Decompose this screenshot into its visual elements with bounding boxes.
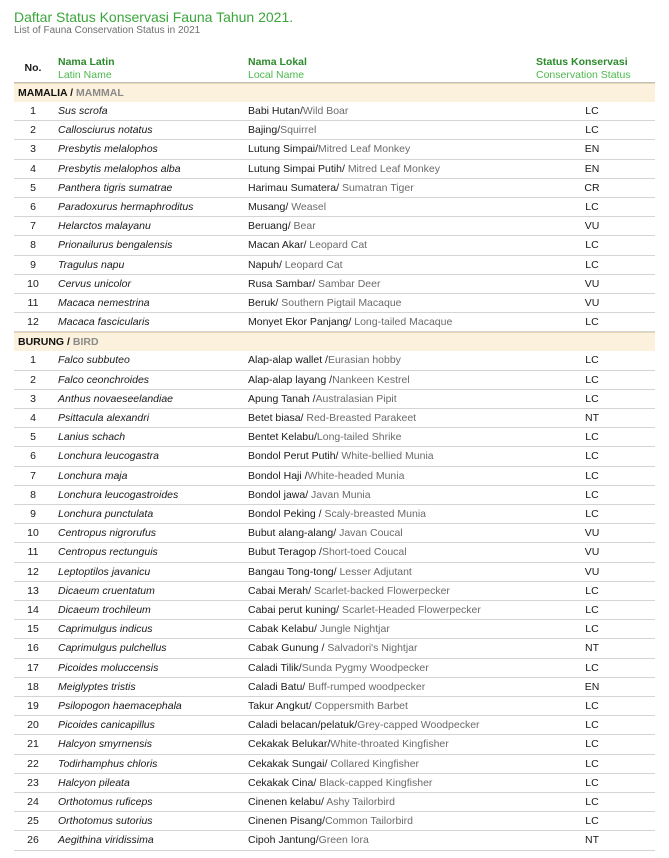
table-row (14, 102, 655, 121)
local-name (248, 256, 343, 274)
local-name (248, 447, 434, 465)
row-number: 15 (27, 623, 39, 636)
row-number: 21 (27, 738, 39, 751)
table-row (14, 447, 655, 466)
table-row (14, 716, 655, 735)
local-name-indonesian: Caladi Batu/ (248, 680, 309, 693)
local-name (248, 351, 401, 369)
local-name-indonesian: Bondol Peking / (248, 508, 325, 520)
row-number: 10 (27, 277, 39, 290)
table-row (14, 524, 655, 543)
local-name (248, 524, 403, 542)
local-name (248, 582, 450, 600)
local-name (248, 236, 367, 254)
row-number: 4 (30, 412, 36, 424)
row-number: 7 (30, 220, 36, 233)
conservation-status: LC (585, 604, 599, 616)
local-name-indonesian: Bondol Perut Putih/ (248, 450, 342, 463)
local-name-indonesian: Cabai Merah/ (248, 584, 314, 597)
latin-name: Halcyon pileata (58, 776, 130, 789)
table-row (14, 486, 655, 505)
table-row (14, 582, 655, 601)
local-name (248, 217, 316, 235)
header-lokal-label: Nama Lokal (248, 56, 307, 68)
latin-name: Centropus rectunguis (58, 546, 158, 559)
row-number: 14 (27, 604, 39, 616)
row-number: 2 (30, 373, 36, 386)
local-name-indonesian: Bondol jawa/ (248, 488, 312, 501)
conservation-status: VU (584, 565, 600, 578)
table-row (14, 409, 655, 428)
section-header (14, 332, 655, 351)
local-name (248, 678, 425, 696)
conservation-status: LC (585, 431, 599, 444)
latin-name: Caprimulgus indicus (58, 623, 153, 636)
table-row (14, 160, 655, 179)
local-name (248, 198, 326, 216)
local-name-english: Weasel (291, 201, 327, 213)
conservation-status: LC (585, 354, 599, 367)
local-name-english: Sunda Pygmy Woodpecker (301, 661, 429, 674)
local-name-indonesian: Cabak Kelabu/ (248, 623, 320, 636)
latin-name: Sus scrofa (58, 105, 108, 117)
local-name-english: Lesser Adjutant (339, 565, 412, 578)
conservation-status: LC (585, 450, 599, 463)
row-number: 7 (30, 469, 36, 482)
table-row (14, 774, 655, 793)
local-name (248, 428, 402, 446)
table-row (14, 735, 655, 754)
local-name (248, 697, 408, 715)
section-label-english: BIRD (72, 336, 99, 349)
row-number: 8 (30, 239, 36, 252)
local-name-english: Sumatran Tiger (341, 181, 414, 194)
local-name (248, 390, 397, 408)
conservation-status: LC (585, 584, 599, 597)
conservation-status: LC (585, 796, 599, 808)
local-name-indonesian: Apung Tanah / (248, 392, 316, 405)
conservation-status: LC (585, 239, 599, 252)
conservation-status: LC (585, 258, 599, 271)
local-name-indonesian: Cekakak Cina/ (248, 776, 320, 789)
local-name (248, 831, 369, 849)
local-name-indonesian: Cekakak Sungai/ (248, 757, 331, 770)
latin-name: Falco ceonchroides (58, 373, 150, 386)
local-name-indonesian: Bondol Haji / (248, 469, 308, 482)
local-name-indonesian: Caladi belacan/pelatuk/ (248, 719, 358, 732)
latin-name: Lonchura maja (58, 469, 128, 482)
row-number: 17 (27, 661, 39, 674)
row-number: 19 (27, 700, 39, 712)
local-name-english: Green Iora (318, 834, 369, 847)
latin-name: Leptoptilos javanicu (58, 565, 151, 578)
conservation-status: LC (585, 373, 599, 386)
conservation-status: NT (585, 834, 599, 847)
header-status (536, 56, 631, 82)
table-row (14, 505, 655, 524)
latin-name: Lanius schach (58, 431, 126, 444)
header-latin-label-en: Latin Name (58, 69, 112, 81)
local-name-english: Australasian Pipit (315, 392, 397, 405)
row-number: 4 (30, 162, 36, 175)
table-row (14, 697, 655, 716)
header-latin-label: Nama Latin (58, 56, 115, 68)
local-name-indonesian: Beruk/ (248, 297, 282, 309)
local-name-indonesian: Rusa Sambar/ (248, 277, 319, 290)
local-name-indonesian: Musang/ (248, 201, 292, 213)
conservation-status: LC (585, 124, 599, 137)
header-no: No. (24, 62, 42, 74)
latin-name: Psilopogon haemacephala (58, 700, 182, 712)
row-number: 20 (27, 719, 39, 732)
row-number: 2 (30, 124, 36, 137)
local-name (248, 620, 390, 638)
conservation-status: EN (584, 143, 600, 156)
row-number: 16 (27, 642, 39, 655)
row-number: 22 (27, 757, 39, 770)
local-name-english: Sambar Deer (318, 277, 381, 290)
table-row (14, 659, 655, 678)
row-number: 25 (27, 815, 39, 828)
page-title: Daftar Status Konservasi Fauna Tahun 2021. (14, 9, 294, 25)
header-latin (58, 56, 115, 82)
latin-name: Callosciurus notatus (58, 124, 153, 137)
local-name (248, 486, 371, 504)
table-row (14, 755, 655, 774)
table-row (14, 390, 655, 409)
row-number: 10 (27, 527, 39, 540)
local-name-indonesian: Alap-alap layang / (248, 373, 333, 386)
section-label-local: MAMALIA (18, 87, 68, 99)
conservation-status: EN (584, 680, 600, 693)
local-name-english: Southern Pigtail Macaque (281, 297, 402, 309)
conservation-status: LC (585, 201, 599, 213)
local-name (248, 121, 316, 139)
local-name (248, 313, 452, 331)
local-name-english: Mitred Leaf Monkey (347, 162, 441, 175)
local-name (248, 735, 449, 753)
conservation-status: LC (585, 719, 599, 732)
local-name-indonesian: Cipoh Jantung/ (248, 834, 319, 847)
table-row (14, 793, 655, 812)
local-name-english: Grey-capped Woodpecker (357, 719, 480, 732)
local-name-indonesian: Caladi Tilik/ (248, 661, 302, 674)
table-row (14, 563, 655, 582)
latin-name: Cervus unicolor (58, 277, 131, 290)
local-name-indonesian: Babi Hutan/ (248, 105, 303, 117)
latin-name: Aegithina viridissima (58, 834, 154, 847)
row-number: 1 (30, 105, 36, 117)
local-name-english: White-headed Munia (307, 469, 405, 482)
conservation-status: NT (585, 412, 599, 424)
latin-name: Halcyon smyrnensis (58, 738, 152, 751)
table-row (14, 351, 655, 370)
table-row (14, 140, 655, 159)
page-subtitle: List of Fauna Conservation Status in 2021 (14, 25, 201, 36)
row-number: 6 (30, 450, 36, 463)
section-label-english: MAMMAL (75, 87, 124, 99)
local-name-indonesian: Bangau Tong-tong/ (248, 565, 340, 578)
conservation-status: LC (585, 700, 599, 712)
local-name (248, 294, 402, 312)
local-name-english: Short-toed Coucal (321, 546, 407, 559)
row-number: 23 (27, 776, 39, 789)
table-row (14, 236, 655, 255)
row-number: 3 (30, 392, 36, 405)
local-name-indonesian: Bubut Teragop / (248, 546, 322, 559)
conservation-status: LC (585, 661, 599, 674)
local-name-indonesian: Macan Akar/ (248, 239, 310, 252)
conservation-status: EN (584, 162, 600, 175)
local-name-indonesian: Lutung Simpai Putih/ (248, 162, 348, 175)
local-name-english: Leopard Cat (284, 258, 343, 271)
latin-name: Caprimulgus pulchellus (58, 642, 167, 655)
section-label-separator: / (67, 87, 76, 99)
local-name (248, 467, 404, 485)
latin-name: Tragulus napu (58, 258, 125, 271)
local-name-english: Long-tailed Macaque (354, 316, 453, 329)
conservation-status: VU (584, 527, 600, 540)
row-number: 18 (27, 680, 39, 693)
latin-name: Centropus nigrorufus (58, 527, 157, 540)
row-number: 13 (27, 584, 39, 597)
row-number: 6 (30, 201, 36, 213)
conservation-status: LC (585, 623, 599, 636)
latin-name: Picoides moluccensis (58, 661, 159, 674)
local-name (248, 716, 480, 734)
latin-name: Presbytis melalophos alba (58, 162, 181, 175)
latin-name: Dicaeum cruentatum (58, 584, 155, 597)
conservation-status: VU (584, 220, 600, 233)
latin-name: Lonchura punctulata (58, 508, 154, 520)
local-name-english: Bear (293, 220, 316, 233)
row-number: 8 (30, 488, 36, 501)
local-name-indonesian: Beruang/ (248, 220, 294, 233)
local-name-indonesian: Bubut alang-alang/ (248, 527, 340, 540)
conservation-status: CR (584, 181, 600, 194)
local-name (248, 639, 418, 657)
local-name-english: Collared Kingfisher (330, 757, 420, 770)
table-row (14, 179, 655, 198)
local-name-indonesian: Harimau Sumatera/ (248, 181, 342, 194)
local-name (248, 563, 412, 581)
latin-name: Meiglyptes tristis (58, 680, 136, 693)
conservation-status: NT (585, 642, 599, 655)
table-row (14, 678, 655, 697)
latin-name: Prionailurus bengalensis (58, 239, 173, 252)
local-name-english: Jungle Nightjar (319, 623, 390, 636)
local-name-english: Wild Boar (302, 105, 349, 117)
latin-name: Orthotomus ruficeps (58, 796, 153, 808)
latin-name: Dicaeum trochileum (58, 604, 151, 616)
section-header (14, 83, 655, 102)
table-row (14, 371, 655, 390)
latin-name: Macaca nemestrina (58, 297, 150, 309)
local-name (248, 755, 419, 773)
local-name-english: Red-Breasted Parakeet (306, 412, 417, 424)
local-name-english: Javan Munia (311, 488, 371, 501)
table-row (14, 543, 655, 562)
local-name-english: Coppersmith Barbet (314, 700, 408, 712)
conservation-status: VU (584, 546, 600, 559)
latin-name: Presbytis melalophos (58, 143, 158, 156)
row-number: 3 (30, 143, 36, 156)
local-name (248, 601, 481, 619)
local-name (248, 179, 414, 197)
local-name (248, 543, 407, 561)
conservation-status: LC (585, 776, 599, 789)
header-lokal (248, 56, 307, 82)
local-name-indonesian: Cinenen Pisang/ (248, 815, 326, 828)
conservation-status: VU (584, 277, 600, 290)
row-number: 12 (27, 316, 39, 329)
conservation-status: VU (584, 297, 600, 309)
conservation-status: LC (585, 392, 599, 405)
latin-name: Lonchura leucogastroides (58, 488, 179, 501)
latin-name: Anthus novaeseelandiae (58, 392, 174, 405)
latin-name: Orthotomus sutorius (58, 815, 153, 828)
conservation-status: LC (585, 757, 599, 770)
local-name-english: Scarlet-backed Flowerpecker (313, 584, 450, 597)
local-name-indonesian: Cabak Gunung / (248, 642, 328, 655)
header-lokal-label-en: Local Name (248, 69, 305, 81)
latin-name: Picoides canicapillus (58, 719, 155, 732)
local-name-english: Salvadori's Nightjar (327, 642, 418, 655)
local-name-indonesian: Napuh/ (248, 258, 285, 271)
local-name-indonesian: Cekakak Belukar/ (248, 738, 331, 751)
row-number: 9 (30, 508, 36, 520)
table-row (14, 275, 655, 294)
local-name-english: Javan Coucal (339, 527, 403, 540)
local-name-english: White-throated Kingfisher (330, 738, 449, 751)
local-name-english: Nankeen Kestrel (332, 373, 410, 386)
local-name (248, 160, 440, 178)
table-row (14, 812, 655, 831)
table-row (14, 198, 655, 217)
conservation-status: LC (585, 469, 599, 482)
local-name-indonesian: Bajing/ (248, 124, 281, 137)
header-status-label: Status Konservasi (536, 56, 628, 68)
local-name-english: Buff-rumped woodpecker (308, 680, 426, 693)
local-name (248, 275, 380, 293)
row-number: 11 (27, 297, 39, 309)
local-name-english: Scaly-breasted Munia (324, 508, 427, 520)
table-row (14, 313, 655, 332)
table-row (14, 467, 655, 486)
local-name-english: Squirrel (280, 124, 317, 137)
row-number: 12 (27, 565, 39, 578)
table-row (14, 601, 655, 620)
table-row (14, 121, 655, 140)
table-row (14, 620, 655, 639)
conservation-status: LC (585, 738, 599, 751)
latin-name: Psittacula alexandri (58, 412, 150, 424)
latin-name: Paradoxurus hermaphroditus (58, 201, 194, 213)
table-row (14, 217, 655, 236)
local-name-english: Scarlet-Headed Flowerpecker (341, 604, 481, 616)
table-row (14, 639, 655, 658)
table-row (14, 294, 655, 313)
latin-name: Lonchura leucogastra (58, 450, 159, 463)
header-status-label-en: Conservation Status (536, 69, 631, 81)
local-name (248, 140, 410, 158)
conservation-status: LC (585, 316, 599, 329)
local-name-english: Leopard Cat (309, 239, 368, 252)
local-name-english: Long-tailed Shrike (316, 431, 402, 444)
row-number: 11 (27, 546, 39, 559)
local-name-english: White-bellied Munia (341, 450, 434, 463)
local-name-indonesian: Cinenen kelabu/ (248, 796, 327, 808)
local-name-indonesian: Cabai perut kuning/ (248, 604, 342, 616)
local-name-indonesian: Alap-alap wallet / (248, 354, 328, 367)
local-name-english: Black-capped Kingfisher (319, 776, 433, 789)
conservation-status: LC (585, 508, 599, 520)
local-name (248, 774, 432, 792)
latin-name: Falco subbuteo (58, 354, 130, 367)
local-name (248, 505, 426, 523)
table-row (14, 428, 655, 447)
row-number: 5 (30, 431, 36, 444)
row-number: 1 (30, 354, 36, 367)
conservation-status: LC (585, 488, 599, 501)
row-number: 5 (30, 181, 36, 194)
local-name (248, 812, 413, 830)
local-name-english: Mitred Leaf Monkey (318, 143, 411, 156)
local-name-indonesian: Bentet Kelabu/ (248, 431, 317, 444)
conservation-status: LC (585, 815, 599, 828)
latin-name: Macaca fascicularis (58, 316, 150, 329)
local-name-indonesian: Monyet Ekor Panjang/ (248, 316, 355, 329)
local-name-indonesian: Lutung Simpai/ (248, 143, 319, 156)
local-name (248, 659, 429, 677)
row-number: 26 (27, 834, 39, 847)
local-name (248, 793, 395, 811)
table-row (14, 256, 655, 275)
latin-name: Helarctos malayanu (58, 220, 151, 233)
local-name-indonesian: Takur Angkut/ (248, 700, 315, 712)
latin-name: Todirhamphus chloris (58, 757, 158, 770)
local-name-english: Eurasian hobby (327, 354, 401, 367)
table-row (14, 831, 655, 850)
conservation-status: LC (585, 105, 599, 117)
local-name (248, 371, 410, 389)
latin-name: Panthera tigris sumatrae (58, 181, 173, 194)
local-name (248, 409, 416, 427)
section-label-separator: / (64, 336, 73, 349)
local-name (248, 102, 348, 120)
section-label-local: BURUNG (18, 336, 65, 349)
row-number: 9 (30, 258, 36, 271)
local-name-indonesian: Betet biasa/ (248, 412, 307, 424)
local-name-english: Common Tailorbird (325, 815, 413, 828)
row-number: 24 (27, 796, 39, 808)
local-name-english: Ashy Tailorbird (326, 796, 395, 808)
